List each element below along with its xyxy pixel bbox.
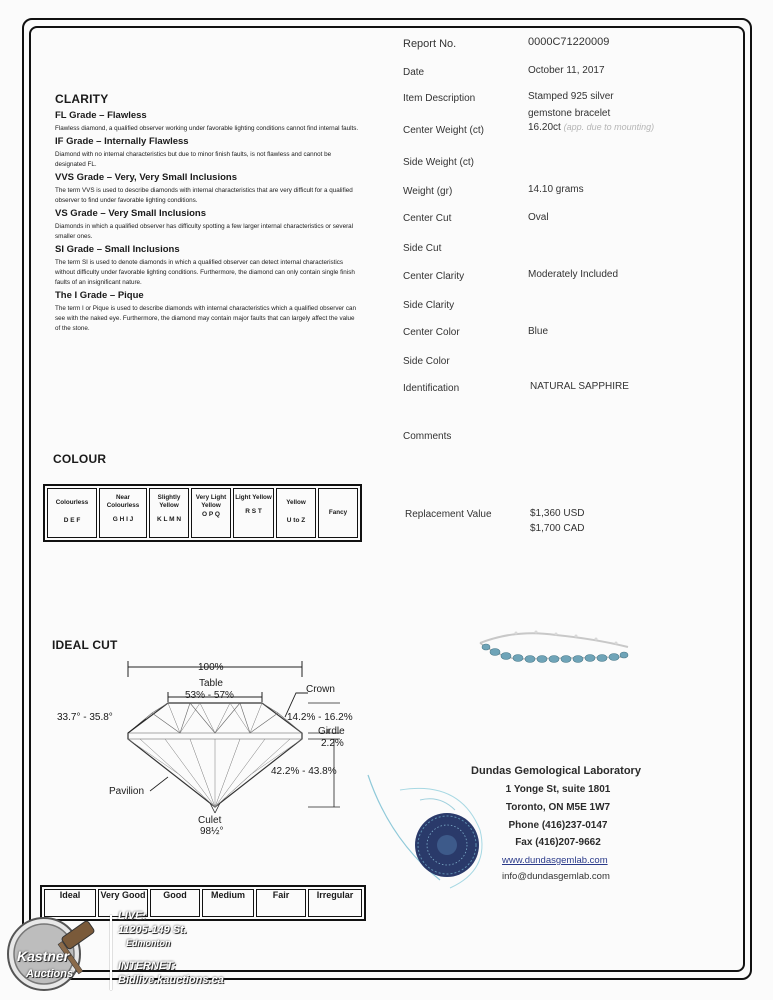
- colour-grade: U to Z: [286, 517, 306, 524]
- colour-grade: O P Q: [202, 511, 220, 518]
- report-label: Date: [403, 67, 425, 78]
- clarity-heading: CLARITY: [55, 92, 109, 106]
- cut-grade-cell: Very Good: [98, 889, 148, 917]
- grade-title: The I Grade – Pique: [55, 290, 144, 301]
- colour-label: Slightly Yellow: [157, 494, 181, 509]
- report-label: Side Cut: [403, 243, 442, 254]
- colour-label: Yellow: [286, 499, 306, 506]
- identification: NATURAL SAPPHIRE: [530, 381, 629, 392]
- item-description: [528, 90, 614, 121]
- report-label: Center Cut: [403, 213, 452, 224]
- cut-grade-cell: Medium: [202, 889, 254, 917]
- grade-si: [55, 244, 360, 288]
- label-crown: Crown: [306, 684, 335, 695]
- colour-cell: [47, 488, 97, 538]
- report-label: Side Color: [403, 356, 450, 367]
- watermark-divider: [110, 915, 112, 990]
- logo-auctions: Auctions: [26, 968, 74, 980]
- weight-grams: 14.10 grams: [528, 184, 584, 195]
- grade-title: VS Grade – Very Small Inclusions: [55, 208, 207, 219]
- lab-address: 1 Yonge St, suite 1801: [505, 784, 611, 795]
- report-label: Center Clarity: [403, 271, 465, 282]
- colour-grade: G H I J: [112, 516, 134, 523]
- report-label: Report No.: [403, 38, 457, 50]
- cut-grade-cell: Ideal: [44, 889, 96, 917]
- cut-grade-cell: Irregular: [308, 889, 362, 917]
- label-pavilion: Pavilion: [109, 786, 145, 797]
- label-width: 100%: [198, 662, 224, 673]
- lab-fax: Fax (416)207-9662: [515, 837, 601, 848]
- report-label: Center Weight (ct): [403, 125, 484, 136]
- clarity-grades: [55, 110, 360, 334]
- colour-table: [43, 484, 362, 542]
- colour-cell: [276, 488, 316, 538]
- report-label: Weight (gr): [403, 186, 453, 197]
- label-table-range: 53% - 57%: [185, 690, 234, 701]
- colour-scale: [43, 484, 362, 542]
- label-culet-value: 98½°: [200, 826, 224, 837]
- grade-description: Diamonds in which a qualified observer has difficulty spotting a few larger internal characteristics or several smaller ones.: [55, 223, 354, 240]
- colour-cell: [99, 488, 147, 538]
- report-label: Identification: [403, 383, 460, 394]
- colour-cell: [233, 488, 274, 538]
- logo-kastner: Kastner: [17, 948, 70, 964]
- colour-label: Fancy: [328, 509, 348, 516]
- colour-label: Colourless: [55, 499, 89, 506]
- report-label: Side Weight (ct): [403, 157, 474, 168]
- report-date: October 11, 2017: [528, 65, 605, 76]
- colour-label: Light Yellow: [235, 494, 272, 501]
- report-number: 0000C71220009: [528, 36, 610, 48]
- grade-title: VVS Grade – Very, Very Small Inclusions: [55, 172, 237, 183]
- grade-description: The term SI is used to denote diamonds in which a qualified observer can detect internal characteristics without difficulty under favorable lighting conditions. Furthermore, the diamond can only contain single finish faults of an insignificant nature.: [55, 259, 355, 286]
- crown-angle-arc: [128, 719, 146, 733]
- colour-label: Near Colourless: [106, 494, 140, 509]
- ideal-cut-heading: IDEAL CUT: [52, 638, 118, 652]
- grade-title: IF Grade – Internally Flawless: [55, 136, 189, 147]
- colour-heading: COLOUR: [53, 452, 107, 466]
- grade-vvs: [55, 172, 360, 206]
- center-weight-value: 16.20ct: [528, 122, 561, 133]
- grade-title: SI Grade – Small Inclusions: [55, 244, 180, 255]
- colour-grade: D E F: [63, 517, 81, 524]
- label-culet: Culet: [198, 815, 222, 826]
- internet-label: INTERNET:: [118, 960, 176, 972]
- grade-title: FL Grade – Flawless: [55, 110, 147, 121]
- label-girdle: Girdle: [318, 726, 345, 737]
- internet-url[interactable]: Bidlive.kauctions.ca: [118, 974, 224, 986]
- grade-vs: [55, 208, 360, 242]
- colour-grade: R S T: [245, 508, 262, 515]
- grade-if: [55, 136, 360, 170]
- lab-name: Dundas Gemological Laboratory: [471, 765, 641, 777]
- colour-grade: K L M N: [156, 516, 182, 523]
- live-city: Edmonton: [126, 938, 171, 948]
- pavilion-leader: [150, 777, 168, 791]
- report-label: Center Color: [403, 327, 460, 338]
- center-weight: [528, 120, 654, 135]
- lab-phone: Phone (416)237-0147: [508, 820, 608, 831]
- item-description-line: Stamped 925 silver: [528, 91, 614, 102]
- grade-description: The term VVS is used to describe diamonds with internal characteristics that are very difficult for a qualified observer to find under favorable lighting conditions.: [55, 187, 353, 204]
- label-crown-angle: 33.7° - 35.8°: [57, 712, 113, 723]
- grade-i: [55, 290, 360, 334]
- report-label: Item Description: [403, 93, 476, 104]
- label-crown-height: 14.2% - 16.2%: [287, 712, 353, 723]
- label-pavilion-depth: 42.2% - 43.8%: [271, 766, 337, 777]
- report-label: Replacement Value: [405, 509, 492, 520]
- label-table: Table: [199, 678, 223, 689]
- bracelet-photo: [476, 625, 636, 667]
- kastner-logo: [4, 912, 114, 994]
- replacement-value: [530, 507, 584, 536]
- colour-cell: [318, 488, 358, 538]
- center-weight-note: (app. due to mounting): [563, 122, 655, 132]
- cut-grade-cell: Fair: [256, 889, 306, 917]
- live-label: LIVE:: [118, 910, 147, 922]
- replacement-value-cad: $1,700 CAD: [530, 523, 585, 534]
- report-label: Comments: [403, 431, 452, 442]
- colour-cell: [149, 488, 189, 538]
- colour-cell: [191, 488, 231, 538]
- label-girdle-value: 2.2%: [321, 738, 344, 749]
- grade-description: Flawless diamond, a qualified observer working under favorable lighting conditions cannot find internal faults.: [55, 125, 359, 132]
- live-address: 11205-149 St.: [118, 924, 187, 936]
- replacement-value-usd: $1,360 USD: [530, 508, 585, 519]
- center-cut: Oval: [528, 212, 549, 223]
- lab-email: info@dundasgemlab.com: [502, 871, 610, 882]
- cut-grade-cell: Good: [150, 889, 200, 917]
- grade-description: The term I or Pique is used to describe diamonds with internal characteristics which a qualified observer can see with the naked eye. Furthermore, the diamond may contain major faults that can largely affect the value of the stone.: [55, 305, 356, 332]
- center-color: Blue: [528, 326, 549, 337]
- colour-label: Very Light Yellow: [195, 494, 227, 509]
- grade-fl: [55, 110, 360, 134]
- lab-website-link[interactable]: www.dundasgemlab.com: [502, 855, 608, 866]
- grade-description: Diamond with no internal characteristics but due to minor finish faults, is not flawless and cannot be designated FL.: [55, 151, 332, 168]
- item-description-line: gemstone bracelet: [528, 108, 611, 119]
- center-clarity: Moderately Included: [528, 269, 619, 280]
- report-label: Side Clarity: [403, 300, 455, 311]
- lab-city: Toronto, ON M5E 1W7: [505, 802, 611, 813]
